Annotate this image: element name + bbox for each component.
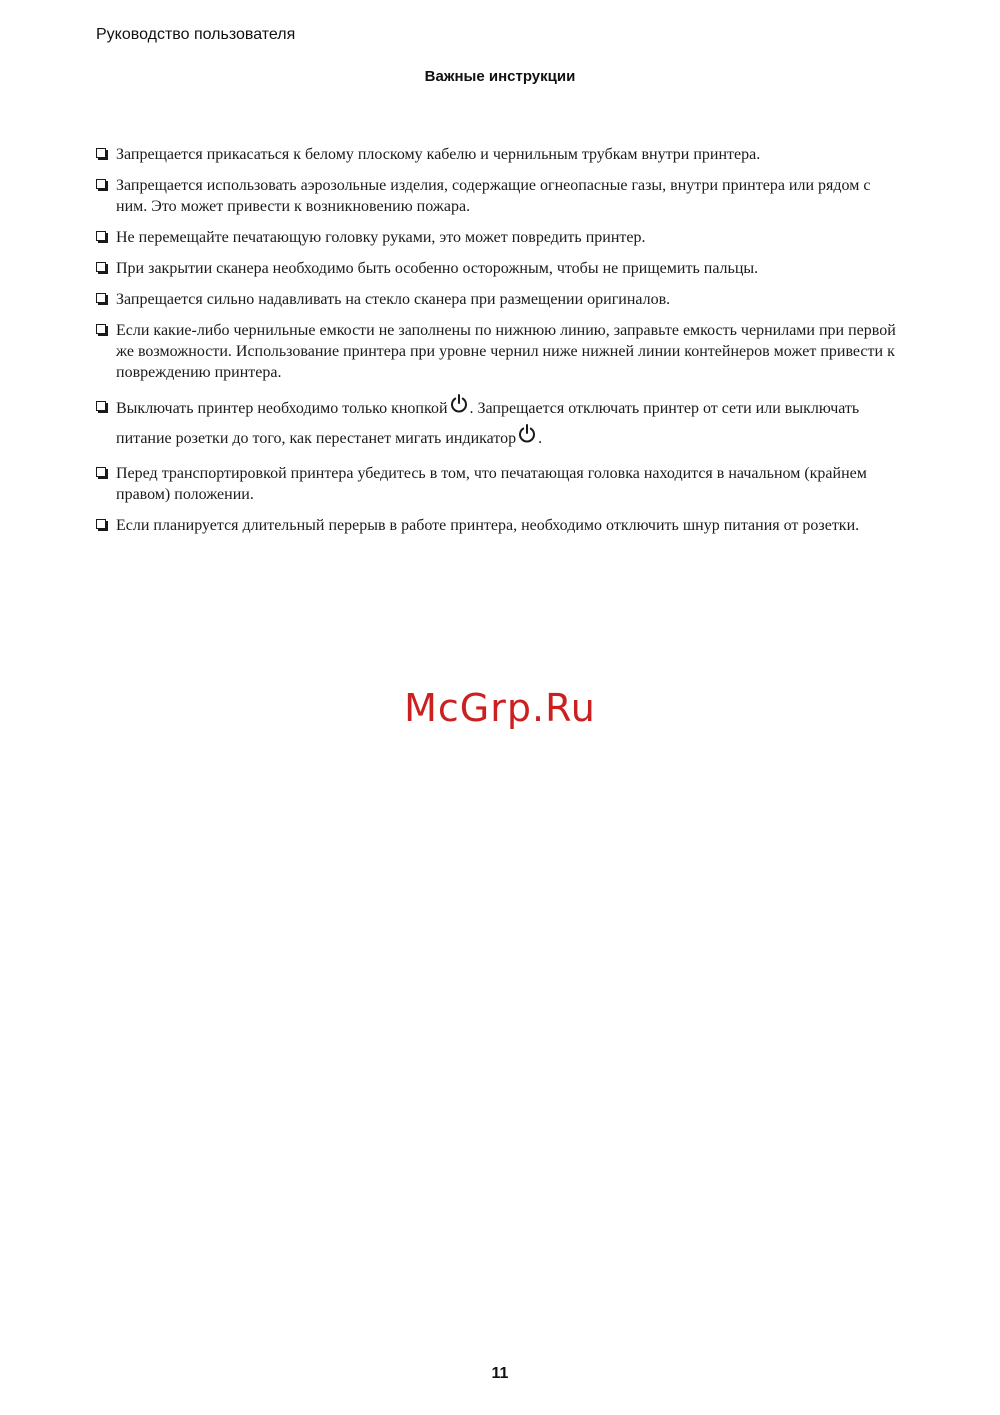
- section-title: Важные инструкции: [424, 68, 576, 85]
- list-item: [96, 289, 896, 310]
- checkbox-bullet-icon: [96, 519, 106, 529]
- list-item: [96, 463, 896, 505]
- checkbox-bullet-icon: [96, 467, 106, 477]
- list-item: [96, 320, 896, 383]
- list-item: [96, 515, 896, 536]
- list-item: [96, 258, 896, 279]
- checkbox-bullet-icon: [96, 262, 106, 272]
- instruction-text: . Запрещается отключать принтер от сети или выключать питание розетки до того, как перестанет мигать индикатор: [116, 400, 860, 447]
- instruction-text: Если планируется длительный перерыв в работе принтера, необходимо отключить шнур питания от розетки.: [116, 517, 860, 534]
- instruction-text: .: [538, 430, 543, 447]
- checkbox-bullet-icon: [96, 231, 106, 241]
- power-icon: [449, 393, 469, 415]
- power-icon: [517, 423, 537, 445]
- instruction-list: [96, 144, 896, 546]
- checkbox-bullet-icon: [96, 293, 106, 303]
- instruction-text: Запрещается сильно надавливать на стекло сканера при размещении оригиналов.: [116, 291, 671, 308]
- instruction-text: Если какие-либо чернильные емкости не заполнены по нижнюю линию, заправьте емкость чернилами при первой же возможности. Использование принтера при уровне чернил ниже нижней линии контейнеров может привести к повреждению принтера.: [116, 322, 896, 381]
- running-header: Руководство пользователя: [96, 26, 296, 43]
- instruction-text: При закрытии сканера необходимо быть особенно осторожным, чтобы не прищемить пальцы.: [116, 260, 759, 277]
- page-number: 11: [491, 1365, 509, 1382]
- instruction-text: Запрещается прикасаться к белому плоскому кабелю и чернильным трубкам внутри принтера.: [116, 146, 761, 163]
- instruction-text: Не перемещайте печатающую головку руками, это может повредить принтер.: [116, 229, 646, 246]
- checkbox-bullet-icon: [96, 324, 106, 334]
- checkbox-bullet-icon: [96, 401, 106, 411]
- checkbox-bullet-icon: [96, 179, 106, 189]
- list-item: [96, 175, 896, 217]
- instruction-text: Выключать принтер необходимо только кнопкой: [116, 400, 448, 417]
- list-item: [96, 144, 896, 165]
- instruction-text: Запрещается использовать аэрозольные изделия, содержащие огнеопасные газы, внутри принтера или рядом с ним. Это может привести к возникновению пожара.: [116, 177, 871, 215]
- list-item: [96, 227, 896, 248]
- instruction-text: Перед транспортировкой принтера убедитесь в том, что печатающая головка находится в начальном (крайнем правом) положении.: [116, 465, 867, 503]
- list-item-power: [96, 393, 896, 453]
- checkbox-bullet-icon: [96, 148, 106, 158]
- watermark: McGrp.Ru: [404, 686, 596, 730]
